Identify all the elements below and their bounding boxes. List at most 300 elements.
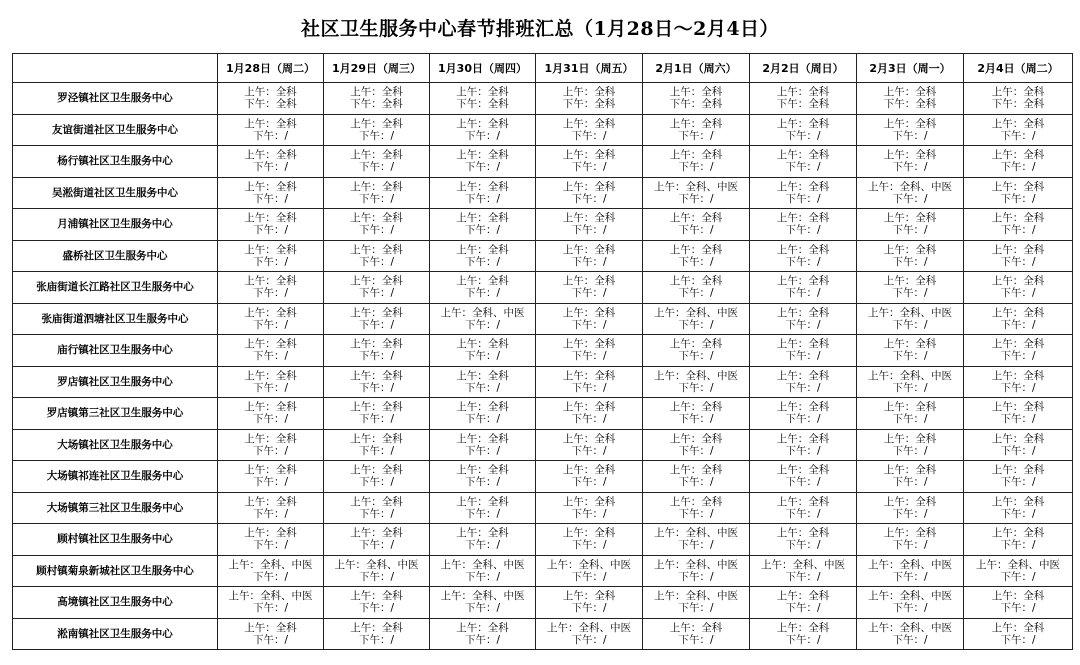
morning-shift-text: 上午：全科: [776, 621, 830, 634]
afternoon-shift-text: 下午：全科: [562, 98, 616, 111]
afternoon-shift-text: 下午：/: [571, 444, 607, 457]
schedule-cell: [536, 461, 643, 493]
afternoon-shift-text: 下午：/: [464, 476, 501, 489]
afternoon-shift-text: 下午：/: [358, 381, 395, 394]
schedule-cell: [750, 398, 857, 430]
column-header-date: 2月4日（周二）: [964, 54, 1073, 83]
schedule-cell: [324, 146, 430, 178]
schedule-cell: [430, 366, 536, 398]
morning-shift-text: 上午：全科: [562, 86, 616, 99]
schedule-cell: [750, 240, 857, 272]
center-name-cell: 盛桥社区卫生服务中心: [13, 240, 218, 272]
morning-shift-text: 上午：全科: [669, 401, 723, 414]
afternoon-shift-text: 下午：/: [1000, 192, 1036, 205]
schedule-cell: [218, 555, 324, 587]
morning-shift-text: 上午：全科: [350, 149, 403, 162]
afternoon-shift-text: 下午：/: [785, 224, 821, 237]
afternoon-shift-text: 下午：/: [252, 476, 289, 489]
morning-shift-text: 上午：全科、中医: [654, 527, 738, 540]
afternoon-shift-text: 下午：/: [678, 255, 714, 268]
table-row: [13, 209, 1073, 241]
afternoon-shift-text: 下午：/: [252, 224, 289, 237]
afternoon-shift-text: 下午：/: [358, 413, 395, 426]
schedule-cell: [536, 366, 643, 398]
afternoon-shift-text: 下午：/: [358, 507, 395, 520]
afternoon-shift-text: 下午：/: [892, 287, 928, 300]
schedule-table: [12, 53, 1073, 650]
afternoon-shift-text: 下午：/: [678, 602, 714, 615]
schedule-cell: [643, 366, 750, 398]
morning-shift-text: 上午：全科: [562, 369, 616, 382]
schedule-cell: [430, 524, 536, 556]
afternoon-shift-text: 下午：全科: [883, 98, 937, 111]
afternoon-shift-text: 下午：/: [464, 318, 501, 331]
afternoon-shift-text: 下午：/: [571, 539, 607, 552]
afternoon-shift-text: 下午：/: [785, 129, 821, 142]
afternoon-shift-text: 下午：/: [571, 507, 607, 520]
schedule-cell: [643, 303, 750, 335]
afternoon-shift-text: 下午：/: [892, 570, 928, 583]
afternoon-shift-text: 下午：/: [464, 192, 501, 205]
schedule-cell: [750, 429, 857, 461]
afternoon-shift-text: 下午：/: [358, 539, 395, 552]
afternoon-shift-text: 下午：全科: [350, 98, 403, 111]
afternoon-shift-text: 下午：/: [571, 413, 607, 426]
schedule-cell: [536, 587, 643, 619]
schedule-cell: [964, 461, 1073, 493]
schedule-cell: [536, 303, 643, 335]
afternoon-shift-text: 下午：/: [358, 633, 395, 646]
morning-shift-text: 上午：全科: [669, 275, 723, 288]
afternoon-shift-text: 下午：/: [785, 255, 821, 268]
afternoon-shift-text: 下午：/: [464, 287, 501, 300]
morning-shift-text: 上午：全科、中医: [440, 558, 525, 571]
schedule-cell: [750, 209, 857, 241]
morning-shift-text: 上午：全科、中医: [976, 558, 1060, 571]
schedule-cell: [643, 429, 750, 461]
afternoon-shift-text: 下午：/: [1000, 633, 1036, 646]
table-row: [13, 240, 1073, 272]
schedule-cell: [324, 366, 430, 398]
morning-shift-text: 上午：全科、中医: [654, 180, 738, 193]
afternoon-shift-text: 下午：/: [1000, 444, 1036, 457]
morning-shift-text: 上午：全科: [562, 338, 616, 351]
schedule-cell: [430, 272, 536, 304]
schedule-cell: [857, 83, 964, 115]
afternoon-shift-text: 下午：/: [252, 255, 289, 268]
schedule-cell: [218, 587, 324, 619]
table-row: [13, 461, 1073, 493]
schedule-cell: [430, 177, 536, 209]
schedule-cell: [857, 272, 964, 304]
morning-shift-text: 上午：全科: [776, 212, 830, 225]
afternoon-shift-text: 下午：/: [358, 161, 395, 174]
morning-shift-text: 上午：全科: [456, 621, 509, 634]
center-name-cell: 庙行镇社区卫生服务中心: [13, 335, 218, 367]
afternoon-shift-text: 下午：/: [571, 318, 607, 331]
morning-shift-text: 上午：全科、中医: [654, 558, 738, 571]
schedule-cell: [750, 618, 857, 650]
column-header-date: 1月29日（周三）: [324, 54, 430, 83]
afternoon-shift-text: 下午：/: [252, 161, 289, 174]
afternoon-shift-text: 下午：/: [571, 224, 607, 237]
schedule-cell: [324, 398, 430, 430]
afternoon-shift-text: 下午：/: [678, 507, 714, 520]
morning-shift-text: 上午：全科: [456, 432, 509, 445]
table-row: [13, 429, 1073, 461]
morning-shift-text: 上午：全科: [350, 495, 403, 508]
afternoon-shift-text: 下午：/: [1000, 476, 1036, 489]
morning-shift-text: 上午：全科: [776, 369, 830, 382]
column-header-date: 2月1日（周六）: [643, 54, 750, 83]
header-corner-cell: [13, 54, 218, 83]
afternoon-shift-text: 下午：/: [252, 444, 289, 457]
schedule-cell: [643, 492, 750, 524]
center-name-cell: 罗泾镇社区卫生服务中心: [13, 83, 218, 115]
schedule-cell: [536, 83, 643, 115]
afternoon-shift-text: 下午：/: [678, 570, 714, 583]
morning-shift-text: 上午：全科: [244, 621, 297, 634]
afternoon-shift-text: 下午：/: [678, 381, 714, 394]
center-name-cell: 顾村镇社区卫生服务中心: [13, 524, 218, 556]
schedule-cell: [643, 335, 750, 367]
schedule-cell: [218, 461, 324, 493]
schedule-cell: [964, 335, 1073, 367]
morning-shift-text: 上午：全科: [562, 117, 616, 130]
morning-shift-text: 上午：全科、中医: [654, 369, 738, 382]
morning-shift-text: 上午：全科、中医: [868, 558, 952, 571]
schedule-cell: [218, 177, 324, 209]
morning-shift-text: 上午：全科: [244, 464, 297, 477]
afternoon-shift-text: 下午：/: [1000, 413, 1036, 426]
morning-shift-text: 上午：全科: [562, 306, 616, 319]
schedule-cell: [536, 524, 643, 556]
morning-shift-text: 上午：全科: [350, 180, 403, 193]
morning-shift-text: 上午：全科: [669, 338, 723, 351]
morning-shift-text: 上午：全科: [244, 117, 297, 130]
afternoon-shift-text: 下午：/: [358, 476, 395, 489]
afternoon-shift-text: 下午：/: [571, 381, 607, 394]
afternoon-shift-text: 下午：/: [252, 413, 289, 426]
afternoon-shift-text: 下午：/: [678, 129, 714, 142]
morning-shift-text: 上午：全科: [562, 464, 616, 477]
morning-shift-text: 上午：全科: [350, 338, 403, 351]
afternoon-shift-text: 下午：/: [678, 224, 714, 237]
afternoon-shift-text: 下午：/: [252, 507, 289, 520]
schedule-cell: [750, 114, 857, 146]
morning-shift-text: 上午：全科、中医: [228, 558, 313, 571]
afternoon-shift-text: 下午：/: [892, 444, 928, 457]
center-name-cell: 月浦镇社区卫生服务中心: [13, 209, 218, 241]
morning-shift-text: 上午：全科: [244, 180, 297, 193]
afternoon-shift-text: 下午：/: [571, 350, 607, 363]
morning-shift-text: 上午：全科: [350, 275, 403, 288]
morning-shift-text: 上午：全科: [350, 306, 403, 319]
morning-shift-text: 上午：全科: [456, 401, 509, 414]
morning-shift-text: 上午：全科: [562, 401, 616, 414]
morning-shift-text: 上午：全科: [350, 432, 403, 445]
schedule-cell: [324, 492, 430, 524]
afternoon-shift-text: 下午：/: [1000, 224, 1036, 237]
morning-shift-text: 上午：全科: [991, 180, 1045, 193]
schedule-cell: [964, 114, 1073, 146]
schedule-cell: [964, 272, 1073, 304]
schedule-cell: [857, 429, 964, 461]
schedule-cell: [750, 555, 857, 587]
afternoon-shift-text: 下午：/: [785, 476, 821, 489]
schedule-cell: [857, 587, 964, 619]
morning-shift-text: 上午：全科: [562, 180, 616, 193]
morning-shift-text: 上午：全科: [991, 275, 1045, 288]
schedule-cell: [218, 398, 324, 430]
schedule-cell: [964, 429, 1073, 461]
morning-shift-text: 上午：全科、中医: [868, 180, 952, 193]
afternoon-shift-text: 下午：/: [464, 539, 501, 552]
afternoon-shift-text: 下午：/: [1000, 161, 1036, 174]
afternoon-shift-text: 下午：/: [464, 161, 501, 174]
schedule-cell: [643, 555, 750, 587]
schedule-cell: [430, 555, 536, 587]
morning-shift-text: 上午：全科、中医: [440, 306, 525, 319]
afternoon-shift-text: 下午：全科: [991, 98, 1045, 111]
morning-shift-text: 上午：全科、中医: [334, 558, 419, 571]
morning-shift-text: 上午：全科: [991, 243, 1045, 256]
schedule-cell: [857, 146, 964, 178]
afternoon-shift-text: 下午：/: [1000, 255, 1036, 268]
schedule-cell: [964, 398, 1073, 430]
morning-shift-text: 上午：全科: [562, 495, 616, 508]
morning-shift-text: 上午：全科: [350, 86, 403, 99]
morning-shift-text: 上午：全科: [776, 149, 830, 162]
afternoon-shift-text: 下午：/: [892, 318, 928, 331]
morning-shift-text: 上午：全科: [991, 369, 1045, 382]
morning-shift-text: 上午：全科: [244, 149, 297, 162]
schedule-cell: [643, 461, 750, 493]
afternoon-shift-text: 下午：/: [571, 192, 607, 205]
morning-shift-text: 上午：全科、中医: [868, 369, 952, 382]
afternoon-shift-text: 下午：/: [785, 570, 821, 583]
schedule-cell: [857, 524, 964, 556]
morning-shift-text: 上午：全科: [776, 117, 830, 130]
afternoon-shift-text: 下午：/: [678, 539, 714, 552]
afternoon-shift-text: 下午：/: [1000, 318, 1036, 331]
afternoon-shift-text: 下午：/: [1000, 350, 1036, 363]
table-row: [13, 83, 1073, 115]
schedule-cell: [857, 303, 964, 335]
afternoon-shift-text: 下午：/: [892, 224, 928, 237]
afternoon-shift-text: 下午：/: [464, 633, 501, 646]
center-name-cell: 罗店镇第三社区卫生服务中心: [13, 398, 218, 430]
afternoon-shift-text: 下午：/: [892, 539, 928, 552]
table-row: [13, 114, 1073, 146]
schedule-cell: [218, 303, 324, 335]
schedule-cell: [430, 335, 536, 367]
afternoon-shift-text: 下午：/: [571, 287, 607, 300]
schedule-cell: [857, 398, 964, 430]
morning-shift-text: 上午：全科: [244, 495, 297, 508]
morning-shift-text: 上午：全科、中医: [440, 590, 525, 603]
afternoon-shift-text: 下午：/: [892, 129, 928, 142]
schedule-cell: [324, 618, 430, 650]
morning-shift-text: 上午：全科: [562, 243, 616, 256]
schedule-cell: [643, 398, 750, 430]
schedule-cell: [750, 524, 857, 556]
schedule-cell: [750, 272, 857, 304]
afternoon-shift-text: 下午：全科: [669, 98, 723, 111]
schedule-cell: [430, 618, 536, 650]
schedule-cell: [218, 240, 324, 272]
afternoon-shift-text: 下午：/: [892, 413, 928, 426]
morning-shift-text: 上午：全科: [244, 243, 297, 256]
column-header-date: 2月2日（周日）: [750, 54, 857, 83]
schedule-cell: [643, 209, 750, 241]
morning-shift-text: 上午：全科: [456, 149, 509, 162]
morning-shift-text: 上午：全科: [456, 212, 509, 225]
schedule-cell: [218, 492, 324, 524]
morning-shift-text: 上午：全科: [776, 180, 830, 193]
morning-shift-text: 上午：全科: [669, 243, 723, 256]
afternoon-shift-text: 下午：/: [464, 224, 501, 237]
morning-shift-text: 上午：全科、中医: [868, 306, 952, 319]
schedule-cell: [430, 398, 536, 430]
schedule-cell: [324, 429, 430, 461]
table-row: [13, 177, 1073, 209]
morning-shift-text: 上午：全科: [883, 338, 937, 351]
schedule-cell: [324, 587, 430, 619]
schedule-cell: [857, 618, 964, 650]
schedule-cell: [536, 177, 643, 209]
morning-shift-text: 上午：全科: [669, 86, 723, 99]
morning-shift-text: 上午：全科: [456, 495, 509, 508]
schedule-cell: [324, 303, 430, 335]
afternoon-shift-text: 下午：/: [571, 161, 607, 174]
morning-shift-text: 上午：全科: [883, 86, 937, 99]
morning-shift-text: 上午：全科: [883, 275, 937, 288]
morning-shift-text: 上午：全科: [456, 338, 509, 351]
morning-shift-text: 上午：全科: [991, 338, 1045, 351]
afternoon-shift-text: 下午：/: [785, 161, 821, 174]
table-row: [13, 272, 1073, 304]
afternoon-shift-text: 下午：/: [571, 602, 607, 615]
morning-shift-text: 上午：全科: [456, 180, 509, 193]
column-header-date: 1月30日（周四）: [430, 54, 536, 83]
schedule-cell: [430, 303, 536, 335]
afternoon-shift-text: 下午：/: [785, 381, 821, 394]
morning-shift-text: 上午：全科: [456, 117, 509, 130]
afternoon-shift-text: 下午：/: [892, 161, 928, 174]
schedule-cell: [430, 587, 536, 619]
schedule-cell: [750, 492, 857, 524]
center-name-cell: 大场镇祁连社区卫生服务中心: [13, 461, 218, 493]
schedule-cell: [643, 177, 750, 209]
schedule-cell: [750, 587, 857, 619]
afternoon-shift-text: 下午：/: [358, 318, 395, 331]
schedule-cell: [324, 114, 430, 146]
schedule-cell: [964, 146, 1073, 178]
schedule-cell: [324, 335, 430, 367]
afternoon-shift-text: 下午：/: [571, 255, 607, 268]
afternoon-shift-text: 下午：/: [785, 413, 821, 426]
center-name-cell: 张庙街道长江路社区卫生服务中心: [13, 272, 218, 304]
schedule-cell: [964, 618, 1073, 650]
afternoon-shift-text: 下午：/: [678, 633, 714, 646]
schedule-cell: [324, 555, 430, 587]
center-name-cell: 友谊街道社区卫生服务中心: [13, 114, 218, 146]
column-header-date: 1月28日（周二）: [218, 54, 324, 83]
afternoon-shift-text: 下午：/: [358, 192, 395, 205]
morning-shift-text: 上午：全科: [350, 527, 403, 540]
morning-shift-text: 上午：全科: [244, 527, 297, 540]
schedule-cell: [964, 366, 1073, 398]
afternoon-shift-text: 下午：/: [252, 350, 289, 363]
schedule-cell: [430, 429, 536, 461]
afternoon-shift-text: 下午：/: [464, 255, 501, 268]
page-title: 社区卫生服务中心春节排班汇总（1月28日～2月4日）: [300, 18, 780, 40]
morning-shift-text: 上午：全科: [350, 621, 403, 634]
schedule-cell: [964, 524, 1073, 556]
center-name-cell: 张庙街道泗塘社区卫生服务中心: [13, 303, 218, 335]
morning-shift-text: 上午：全科: [244, 369, 297, 382]
afternoon-shift-text: 下午：/: [358, 570, 395, 583]
afternoon-shift-text: 下午：/: [678, 161, 714, 174]
morning-shift-text: 上午：全科: [244, 86, 297, 99]
morning-shift-text: 上午：全科: [776, 590, 830, 603]
morning-shift-text: 上午：全科: [456, 86, 509, 99]
morning-shift-text: 上午：全科: [991, 306, 1045, 319]
center-name-cell: 吴淞街道社区卫生服务中心: [13, 177, 218, 209]
afternoon-shift-text: 下午：/: [785, 539, 821, 552]
afternoon-shift-text: 下午：/: [464, 507, 501, 520]
afternoon-shift-text: 下午：/: [1000, 381, 1036, 394]
schedule-cell: [857, 555, 964, 587]
afternoon-shift-text: 下午：/: [252, 602, 289, 615]
afternoon-shift-text: 下午：全科: [456, 98, 509, 111]
morning-shift-text: 上午：全科: [883, 149, 937, 162]
schedule-cell: [857, 492, 964, 524]
afternoon-shift-text: 下午：/: [1000, 570, 1036, 583]
schedule-cell: [536, 429, 643, 461]
morning-shift-text: 上午：全科: [883, 117, 937, 130]
morning-shift-text: 上午：全科: [991, 495, 1045, 508]
afternoon-shift-text: 下午：/: [464, 602, 501, 615]
schedule-cell: [536, 209, 643, 241]
schedule-cell: [857, 240, 964, 272]
table-row: [13, 335, 1073, 367]
morning-shift-text: 上午：全科: [562, 432, 616, 445]
afternoon-shift-text: 下午：/: [252, 192, 289, 205]
afternoon-shift-text: 下午：/: [785, 287, 821, 300]
morning-shift-text: 上午：全科: [244, 306, 297, 319]
schedule-cell: [857, 366, 964, 398]
morning-shift-text: 上午：全科: [350, 401, 403, 414]
morning-shift-text: 上午：全科: [991, 86, 1045, 99]
center-name-cell: 顾村镇菊泉新城社区卫生服务中心: [13, 555, 218, 587]
schedule-cell: [964, 83, 1073, 115]
afternoon-shift-text: 下午：/: [1000, 539, 1036, 552]
afternoon-shift-text: 下午：/: [892, 633, 928, 646]
afternoon-shift-text: 下午：/: [252, 129, 289, 142]
morning-shift-text: 上午：全科: [669, 149, 723, 162]
schedule-cell: [964, 492, 1073, 524]
morning-shift-text: 上午：全科、中医: [761, 558, 845, 571]
afternoon-shift-text: 下午：/: [892, 350, 928, 363]
schedule-cell: [857, 177, 964, 209]
schedule-cell: [218, 335, 324, 367]
morning-shift-text: 上午：全科: [991, 621, 1045, 634]
schedule-cell: [536, 618, 643, 650]
afternoon-shift-text: 下午：/: [892, 381, 928, 394]
morning-shift-text: 上午：全科: [991, 117, 1045, 130]
